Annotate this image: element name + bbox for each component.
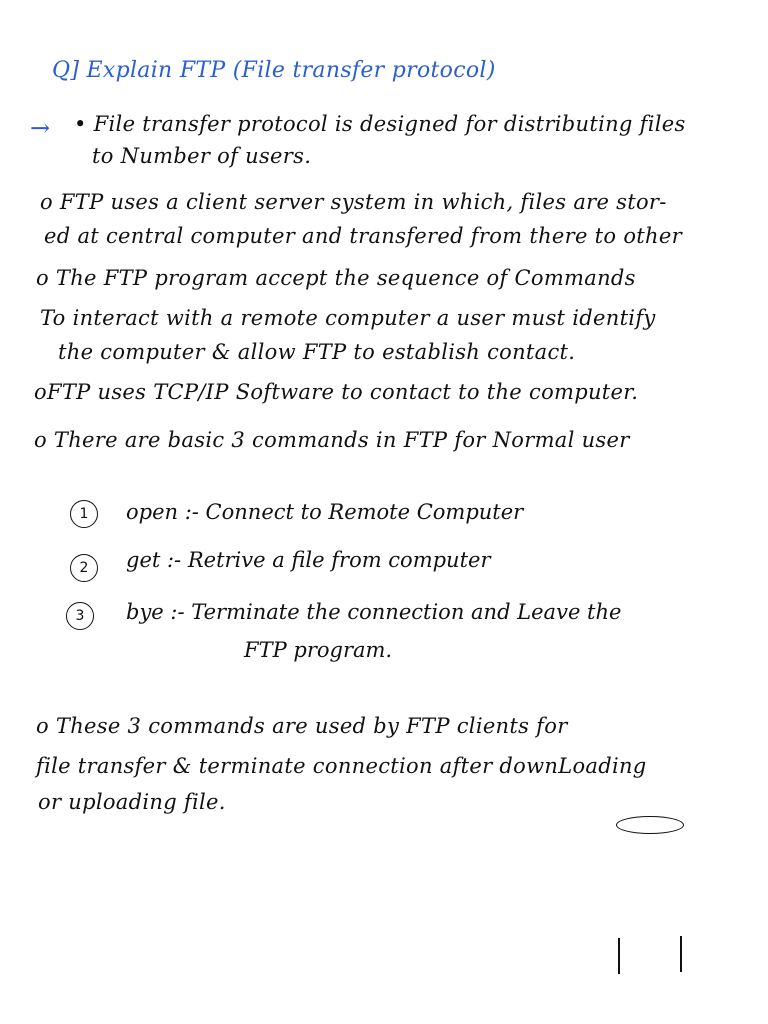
command-1-text: open :- Connect to Remote Computer [126, 500, 524, 524]
command-3-text-continued: FTP program. [244, 638, 393, 662]
point-3-line-1: oFTP uses TCP/IP Software to contact to the computer. [34, 380, 639, 404]
point-2-line-1: o The FTP program accept the sequence of Commands [36, 266, 636, 290]
command-2-text: get :- Retrive a file from computer [126, 548, 491, 572]
question-title: Q] Explain FTP (File transfer protocol) [52, 58, 496, 83]
closing-line-1: o These 3 commands are used by FTP clients for [36, 714, 568, 738]
oval-doodle [616, 816, 684, 834]
point-2-line-3: the computer & allow FTP to establish contact. [58, 340, 576, 364]
intro-line-2: to Number of users. [92, 144, 312, 168]
point-1-line-2: ed at central computer and transfered from there to other [44, 224, 682, 248]
command-3-number: 3 [66, 602, 94, 630]
command-1-number: 1 [70, 500, 98, 528]
intro-line-1: • File transfer protocol is designed for distributing files [74, 112, 686, 136]
vertical-stroke-left [618, 938, 620, 974]
point-1-line-1: o FTP uses a client server system in which, files are stor- [40, 190, 667, 214]
arrow-icon: → [30, 114, 51, 142]
vertical-stroke-right [680, 936, 682, 972]
command-2-number: 2 [70, 554, 98, 582]
closing-line-2: file transfer & terminate connection after downLoading [36, 754, 647, 778]
command-3-text: bye :- Terminate the connection and Leave the [126, 600, 622, 624]
closing-line-3: or uploading file. [38, 790, 226, 814]
point-4-line-1: o There are basic 3 commands in FTP for Normal user [34, 428, 630, 452]
point-2-line-2: To interact with a remote computer a user must identify [40, 306, 656, 330]
